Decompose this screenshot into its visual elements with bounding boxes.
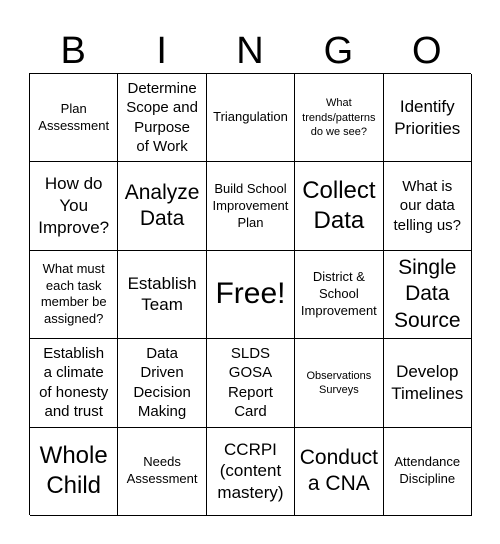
bingo-board bbox=[29, 73, 471, 515]
cell-text: Plan Assessment bbox=[38, 100, 110, 133]
bingo-cell-r3c1[interactable] bbox=[30, 251, 118, 339]
cell-text: Data Driven Decision Making bbox=[133, 344, 191, 421]
bingo-cell-r3c5[interactable] bbox=[384, 251, 472, 339]
bingo-cell-r2c5[interactable] bbox=[384, 162, 472, 250]
bingo-cell-r3c4[interactable] bbox=[295, 251, 383, 339]
bingo-cell-r5c4[interactable] bbox=[295, 428, 383, 516]
cell-text: Analyze Data bbox=[124, 180, 200, 231]
bingo-cell-r4c2[interactable] bbox=[118, 339, 206, 427]
cell-text: Establish Team bbox=[127, 273, 197, 315]
cell-text: SLDS GOSA Report Card bbox=[227, 344, 273, 421]
cell-text: Triangulation bbox=[213, 109, 288, 125]
bingo-cell-r1c4[interactable] bbox=[295, 74, 383, 162]
cell-text: District & School Improvement bbox=[300, 269, 377, 318]
cell-text: How do You Improve? bbox=[38, 174, 110, 237]
bingo-cell-r5c3[interactable] bbox=[207, 428, 295, 516]
bingo-cell-r3c2[interactable] bbox=[118, 251, 206, 339]
bingo-cell-r1c2[interactable] bbox=[118, 74, 206, 162]
bingo-cell-r2c3[interactable] bbox=[207, 162, 295, 250]
cell-text: Build School Improvement Plan bbox=[212, 180, 289, 230]
cell-text: What is our data telling us? bbox=[393, 177, 462, 234]
header-letter-n: N bbox=[236, 30, 264, 72]
header-letter-b: B bbox=[60, 30, 86, 72]
bingo-cell-free[interactable] bbox=[207, 251, 295, 339]
cell-text: What trends/patterns do we see? bbox=[302, 97, 376, 138]
bingo-cell-r5c2[interactable] bbox=[118, 428, 206, 516]
cell-text: Determine Scope and Purpose of Work bbox=[126, 79, 198, 156]
cell-text: CCRPI (content mastery) bbox=[217, 439, 284, 503]
header-letter-g: G bbox=[323, 30, 354, 72]
bingo-cell-r4c1[interactable] bbox=[30, 339, 118, 427]
cell-text: Identify Priorities bbox=[394, 96, 461, 138]
bingo-cell-r2c1[interactable] bbox=[30, 162, 118, 250]
cell-text: Single Data Source bbox=[393, 256, 461, 332]
bingo-cell-r5c1[interactable] bbox=[30, 428, 118, 516]
bingo-cell-r1c5[interactable] bbox=[384, 74, 472, 162]
cell-text: Collect Data bbox=[302, 177, 376, 235]
bingo-cell-r4c5[interactable] bbox=[384, 339, 472, 427]
cell-text: Develop Timelines bbox=[391, 362, 464, 403]
cell-text: What must each task member be assigned? bbox=[40, 260, 107, 327]
cell-text: Attendance Discipline bbox=[394, 454, 461, 487]
header-letter-i: I bbox=[156, 30, 167, 72]
bingo-cell-r1c3[interactable] bbox=[207, 74, 295, 162]
cell-text: Observations Surveys bbox=[306, 369, 372, 396]
header-letter-o: O bbox=[412, 30, 442, 72]
cell-text: Establish a climate of honesty and trust bbox=[39, 344, 109, 421]
cell-text: Needs Assessment bbox=[126, 454, 198, 487]
bingo-cell-r5c5[interactable] bbox=[384, 428, 472, 516]
bingo-cell-r2c2[interactable] bbox=[118, 162, 206, 250]
bingo-cell-r4c3[interactable] bbox=[207, 339, 295, 427]
bingo-header bbox=[29, 28, 471, 74]
bingo-cell-r1c1[interactable] bbox=[30, 74, 118, 162]
bingo-cell-r4c4[interactable] bbox=[295, 339, 383, 427]
cell-text: Conduct a CNA bbox=[299, 446, 378, 496]
cell-text: Free! bbox=[215, 277, 286, 311]
bingo-cell-r2c4[interactable] bbox=[295, 162, 383, 250]
cell-text: Whole Child bbox=[39, 442, 108, 500]
